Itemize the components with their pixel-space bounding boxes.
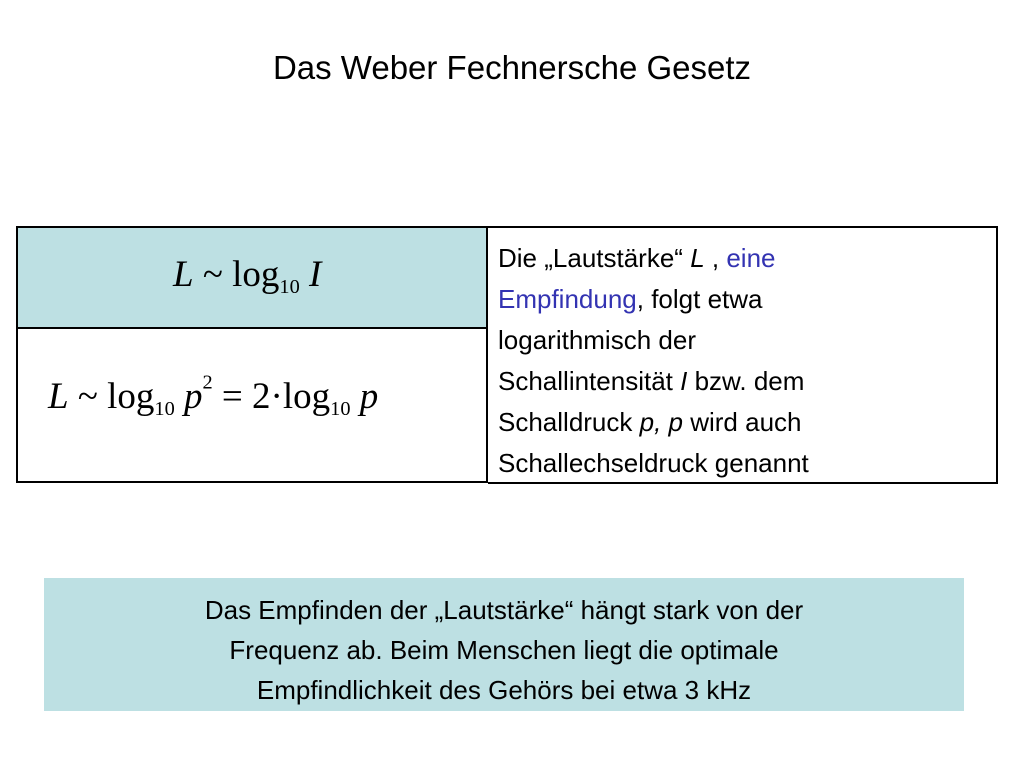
description-text: Schalldruck <box>498 407 640 437</box>
formula-table <box>16 226 488 483</box>
formula-log-base: 10 <box>330 398 351 421</box>
description-text: Die „Lautstärke“ <box>498 243 691 273</box>
description-text: , <box>704 243 727 273</box>
formula-var-p: p <box>359 376 379 417</box>
description-line <box>498 279 986 320</box>
description-text: , folgt etwa <box>636 284 763 314</box>
description-line <box>498 238 986 279</box>
formula-loudness-pressure <box>48 372 378 422</box>
formula-coefficient: 2 <box>252 376 271 417</box>
description-line <box>498 361 986 402</box>
formula-sim: ~ <box>202 254 223 295</box>
description-text: bzw. dem <box>687 366 805 396</box>
formula-var-p: p <box>183 376 203 417</box>
description-line <box>498 402 986 443</box>
description-highlight: eine <box>726 243 776 273</box>
formula-var-l: L <box>48 376 69 417</box>
formula-log: log <box>282 376 331 417</box>
slide-title: Das Weber Fechnersche Gesetz <box>272 49 752 86</box>
description-highlight: Empfindung <box>498 284 637 314</box>
description-var-l: L <box>690 243 705 273</box>
description-text: wird auch <box>683 407 802 437</box>
formula-var-i: I <box>308 254 322 295</box>
formula-exponent: 2 <box>202 371 213 394</box>
formula-sim: ~ <box>77 376 98 417</box>
formula-log-base: 10 <box>154 398 175 421</box>
description-var-i: I <box>680 366 688 396</box>
formula-cell-intensity <box>18 228 486 329</box>
formula-loudness-intensity <box>173 250 321 300</box>
note-line: Empfindlichkeit des Gehörs bei etwa 3 kHz <box>256 675 752 705</box>
description-line: logarithmisch der <box>498 325 696 355</box>
note-line: Das Empfinden der „Lautstärke“ hängt stark von der <box>204 595 804 625</box>
formula-var-l: L <box>173 254 194 295</box>
description-line: Schallechseldruck genannt <box>498 448 809 478</box>
note-line: Frequenz ab. Beim Menschen liegt die optimale <box>229 635 779 665</box>
description-var-p: p, p <box>639 407 683 437</box>
description-text: Schallintensität <box>498 366 681 396</box>
formula-dot: · <box>270 376 283 417</box>
formula-log: log <box>107 376 155 417</box>
formula-equals: = <box>221 376 243 417</box>
formula-log-base: 10 <box>279 276 300 299</box>
formula-log: log <box>232 254 280 295</box>
note-box <box>44 578 964 711</box>
description-box <box>488 226 998 484</box>
formula-cell-pressure <box>18 329 486 481</box>
